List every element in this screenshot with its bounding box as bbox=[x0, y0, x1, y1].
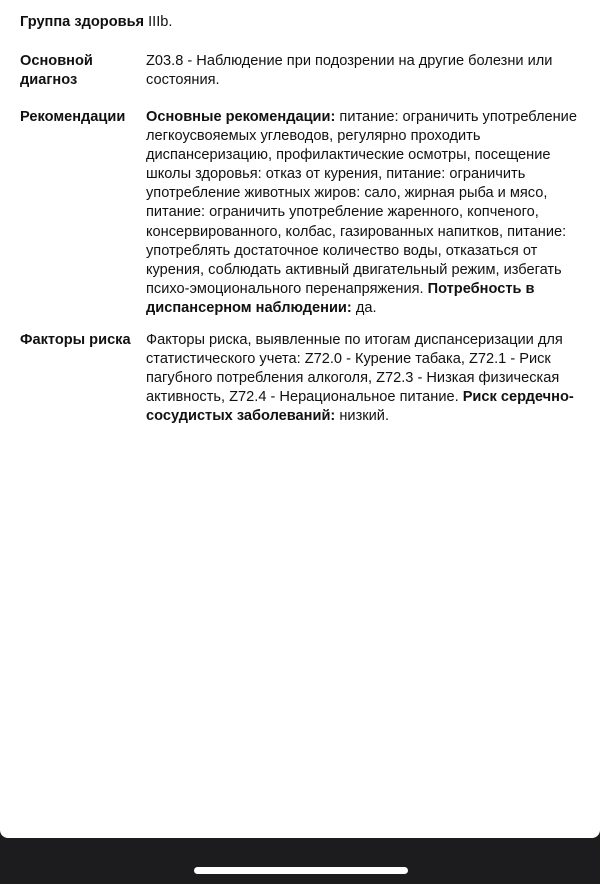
risk-factors-line: Факторы риска, выявленные по итогам диспансеризации для bbox=[146, 332, 563, 348]
health-group-label: Группа здоровья bbox=[20, 14, 145, 30]
dispensary-need-value: да. bbox=[351, 299, 377, 316]
risk-factors-line bbox=[146, 407, 590, 426]
health-group-value: IIIb. bbox=[144, 14, 173, 30]
recommendations-line: легкоусвояемых углеводов, регулярно проходить bbox=[146, 128, 481, 145]
recommendations-line: курения, соблюдать активный двигательный режим, избегать bbox=[146, 261, 562, 278]
risk-factors-label: Факторы риска bbox=[20, 332, 131, 348]
diagnosis-row bbox=[20, 52, 590, 90]
diagnosis-label-line: Основной bbox=[20, 53, 93, 69]
risk-factors-value bbox=[146, 331, 590, 426]
diagnosis-label-line: диагноз bbox=[20, 72, 78, 89]
health-group-row bbox=[20, 13, 590, 32]
risk-factors-text: активность, Z72.4 - Нерациональное питание. bbox=[146, 389, 463, 406]
diagnosis-line: Z03.8 - Наблюдение при подозрении на другие болезни или bbox=[146, 53, 553, 69]
cardio-risk-heading: сосудистых заболеваний: bbox=[146, 408, 336, 425]
risk-factors-row bbox=[20, 331, 590, 426]
diagnosis-label bbox=[20, 52, 146, 90]
recommendations-text: питание: ограничить употребление bbox=[335, 109, 577, 125]
recommendations-line: употребление животных жиров: сало, жирная рыба и мясо, bbox=[146, 185, 548, 202]
risk-factors-line: пагубного потребления алкоголя, Z72.3 - Низкая физическая bbox=[146, 370, 560, 387]
risk-factors-line: статистического учета: Z72.0 - Курение табака, Z72.1 - Риск bbox=[146, 351, 551, 368]
dispensary-need-heading: Потребность в bbox=[427, 280, 535, 297]
diagnosis-value bbox=[146, 52, 590, 90]
cardio-risk-value: низкий. bbox=[335, 408, 389, 425]
recommendations-line: диспансеризацию, профилактические осмотры, посещение bbox=[146, 147, 551, 164]
main-recommendations-heading: Основные рекомендации: bbox=[146, 109, 336, 125]
recommendations-label: Рекомендации bbox=[20, 109, 126, 125]
recommendations-line bbox=[146, 280, 590, 299]
recommendations-row bbox=[20, 108, 590, 318]
recommendations-line: школы здоровья: отказ от курения, питание: ограничить bbox=[146, 166, 526, 183]
recommendations-line: употреблять достаточное количество воды, отказаться от bbox=[146, 242, 538, 259]
recommendations-line bbox=[146, 299, 590, 318]
recommendations-line: питание: ограничить употребление жаренного, копченого, bbox=[146, 204, 539, 221]
dispensary-need-heading: диспансерном наблюдении: bbox=[146, 299, 352, 316]
diagnosis-line: состояния. bbox=[146, 72, 220, 89]
recommendations-text: психо-эмоционального перенапряжения. bbox=[146, 280, 428, 297]
recommendations-value bbox=[146, 108, 590, 318]
recommendations-line bbox=[146, 108, 590, 127]
cardio-risk-heading: Риск сердечно- bbox=[462, 389, 574, 406]
recommendations-line: консервированного, колбас, газированных напитков, питание: bbox=[146, 223, 567, 240]
home-indicator[interactable] bbox=[194, 867, 408, 874]
risk-factors-line bbox=[146, 388, 590, 407]
